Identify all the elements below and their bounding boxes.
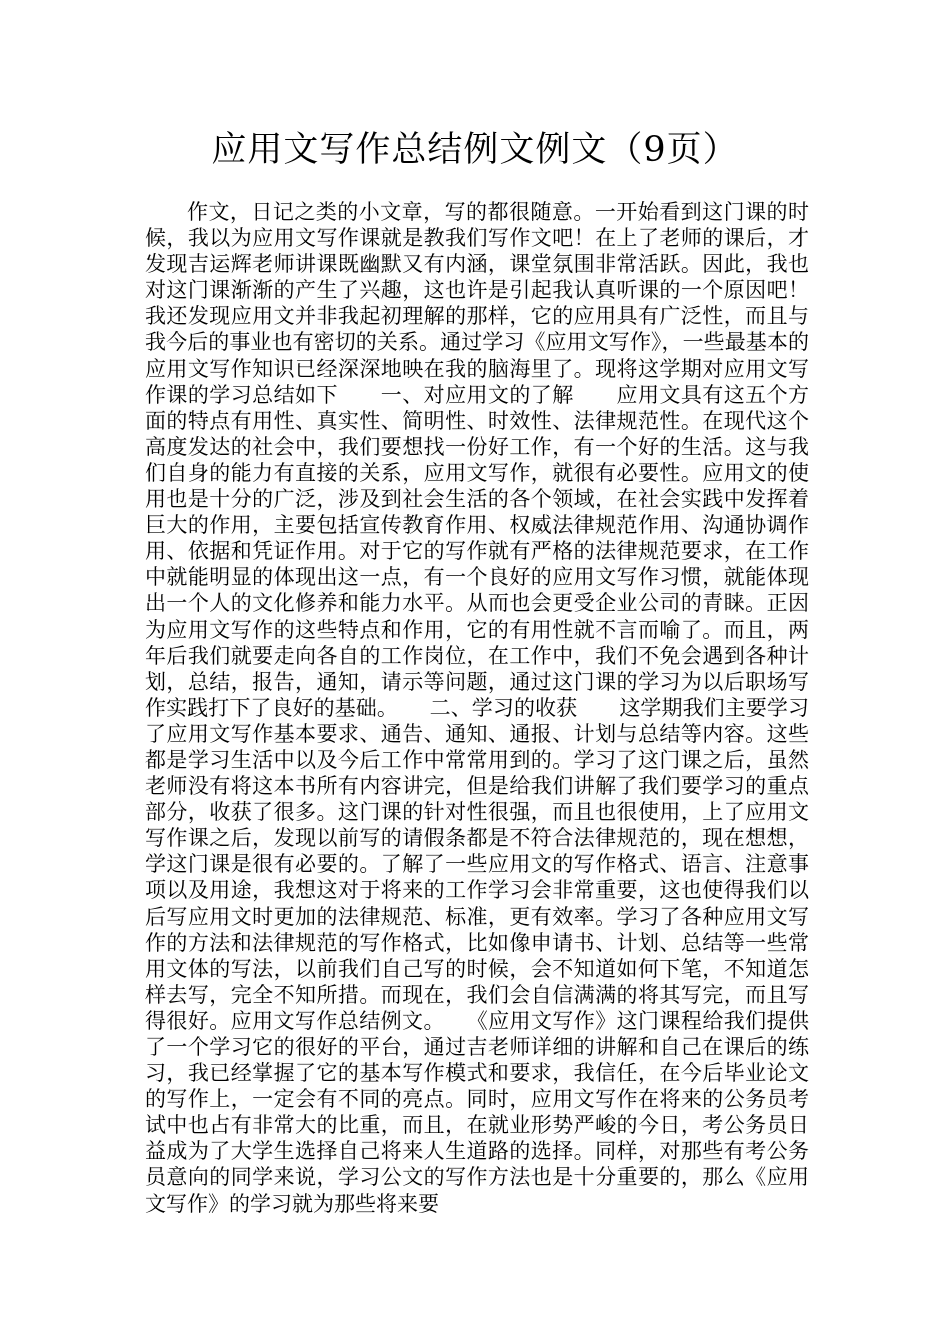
document-body-paragraph: 作文，日记之类的小文章，写的都很随意。一开始看到这门课的时候，我以为应用文写作课就是教我们写作文吧！在上了老师的课后，才发现吉运辉老师讲课既幽默又有内涵，课堂氛围非常活跃。因此，我也对这门课渐渐的产生了兴趣，这也许是引起我认真听课的一个原因吧！我还发现应用文并非我起初理解的那样，它的应用具有广泛性，而且与我今后的事业也有密切的关系。通过学习《应用文写作》，一些最基本的应用文写作知识已经深深地映在我的脑海里了。现将这学期对应用文写作课的学习总结如下 一、对应用文的了解 应用文具有这五个方面的特点有用性、真实性、简明性、时效性、法律规范性。在现代这个高度发达的社会中，我们要想找一份好工作，有一个好的生活。这与我们自身的能力有直接的关系，应用文写作，就很有必要性。应用文的使用也是十分的广泛，涉及到社会生活的各个领域，在社会实践中发挥着巨大的作用，主要包括宣传教育作用、权威法律规范作用、沟通协调作用、依据和凭证作用。对于它的写作就有严格的法律规范要求，在工作中就能明显的体现出这一点，有一个良好的应用文写作习惯，就能体现出一个人的文化修养和能力水平。从而也会更受企业公司的青睐。正因为应用文写作的这些特点和作用，它的有用性就不言而喻了。而且，两年后我们就要走向各自的工作岗位，在工作中，我们不免会遇到各种计划，总结，报告，通知，请示等问题，通过这门课的学习为以后职场写作实践打下了良好的基础。 二、学习的收获 这学期我们主要学习了应用文写作基本要求、通告、通知、通报、计划与总结等内容。这些都是学习生活中以及今后工作中常常用到的。学习了这门课之后，虽然老师没有将这本书所有内容讲完，但是给我们讲解了我们要学习的重点部分，收获了很多。这门课的针对性很强，而且也很使用，上了应用文写作课之后，发现以前写的请假条都是不符合法律规范的，现在想想，学这门课是很有必要的。了解了一些应用文的写作格式、语言、注意事项以及用途，我想这对于将来的工作学习会非常重要，这也使得我们以后写应用文时更加的法律规范、标准，更有效率。学习了各种应用文写作的方法和法律规范的写作格式，比如像申请书、计划、总结等一些常用文体的写法，以前我们自己写的时候，会不知道如何下笔，不知道怎样去写，完全不知所措。而现在，我们会自信满满的将其写完，而且写得很好。应用文写作总结例文。 《应用文写作》这门课程给我们提供了一个学习它的很好的平台，通过吉老师详细的讲解和自己在课后的练习，我已经掌握了它的基本写作模式和要求，我信任，在今后毕业论文的写作上，一定会有不同的亮点。同时，应用文写作在将来的公务员考试中也占有非常大的比重，而且，在就业形势严峻的今日，考公务员日益成为了大学生选择自己将来人生道路的选择。同样，对那些有考公务员意向的同学来说，学习公文的写作方法也是十分重要的，那么《应用文写作》的学习就为那些将来要: [145, 200, 809, 1216]
document-title: 应用文写作总结例文例文（9页）: [211, 130, 739, 170]
